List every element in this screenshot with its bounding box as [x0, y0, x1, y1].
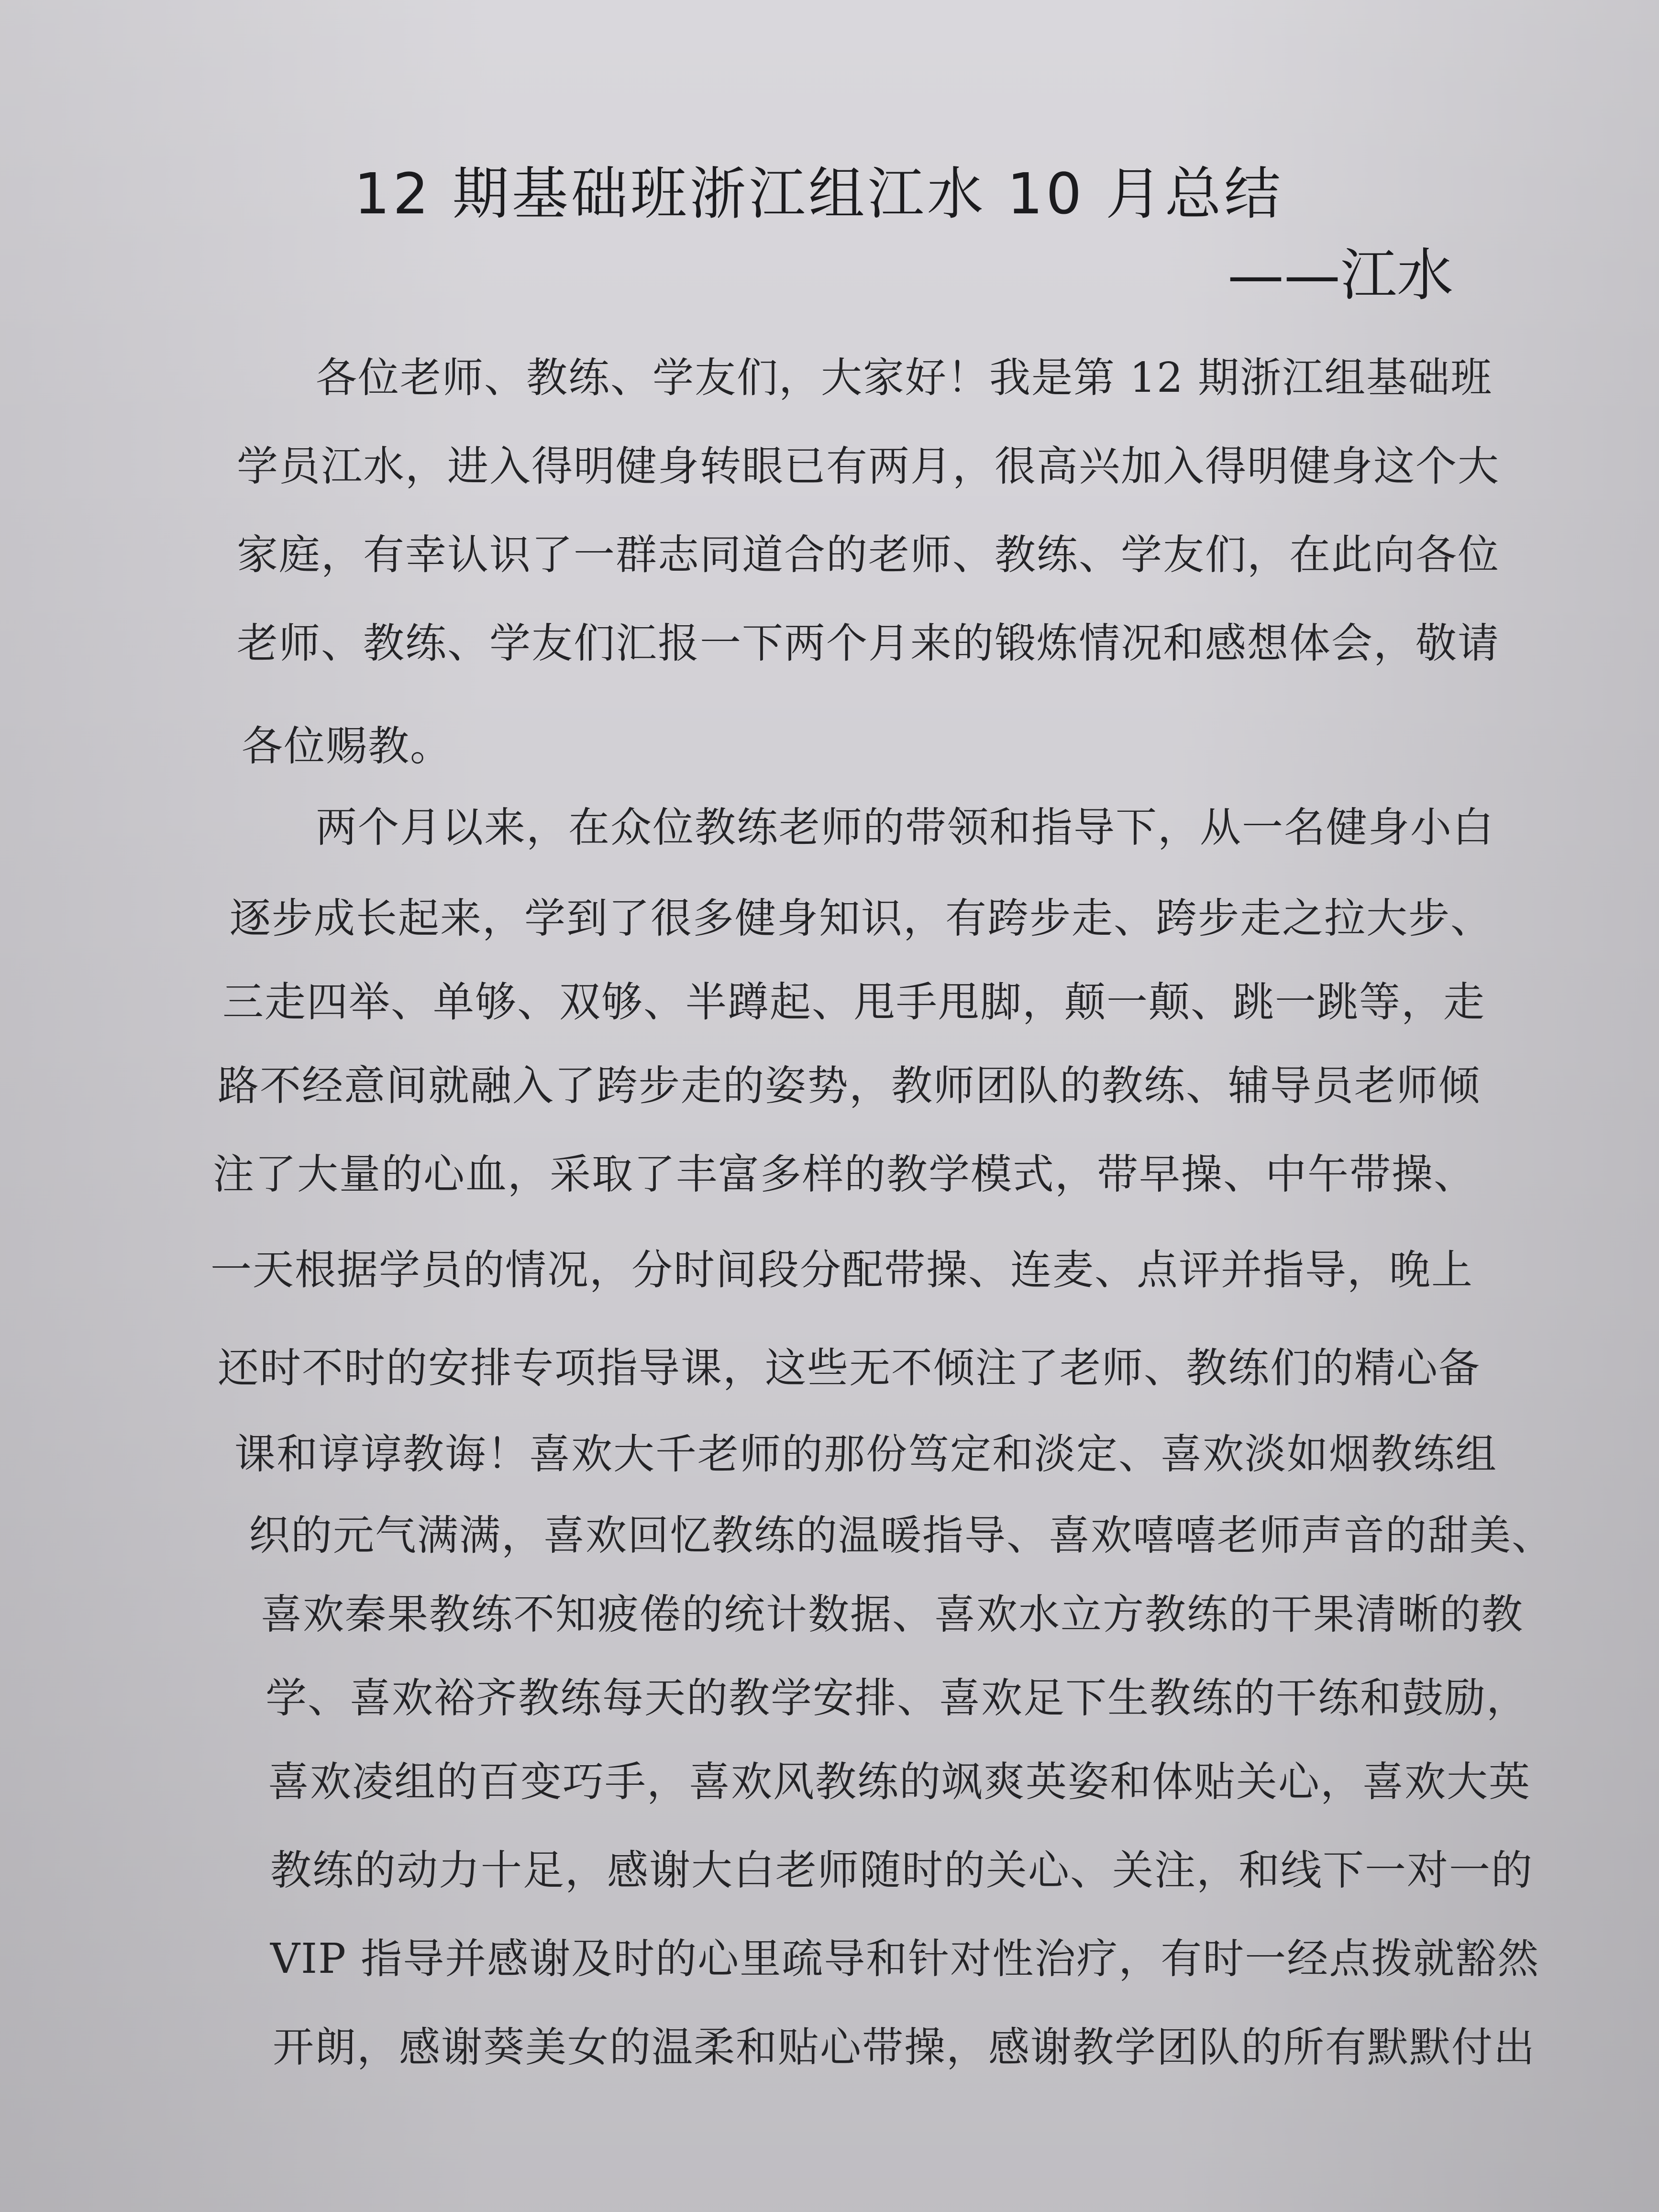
paragraph-line: 织的元气满满，喜欢回忆教练的温暖指导、喜欢嘻嘻老师声音的甜美、 — [249, 1512, 1554, 1559]
paragraph-line: 学、喜欢裕齐教练每天的教学安排、喜欢足下生教练的干练和鼓励， — [265, 1674, 1528, 1722]
document-author: ——江水 — [1227, 242, 1453, 308]
paragraph-line: 三走四举、单够、双够、半蹲起、甩手甩脚，颠一颠、跳一跳等，走 — [222, 978, 1485, 1026]
paragraph-line: 喜欢凌组的百变巧手，喜欢风教练的飒爽英姿和体贴关心，喜欢大英 — [268, 1758, 1531, 1806]
paragraph-line: 各位老师、教练、学友们，大家好！我是第 12 期浙江组基础班 — [316, 354, 1493, 402]
paragraph-line: 课和谆谆教诲！喜欢大千老师的那份笃定和淡定、喜欢淡如烟教练组 — [234, 1430, 1497, 1478]
paragraph-line: 还时不时的安排专项指导课，这些无不倾注了老师、教练们的精心备 — [218, 1344, 1481, 1392]
paragraph-line: 开朗，感谢葵美女的温柔和贴心带操，感谢教学团队的所有默默付出 — [273, 2024, 1536, 2071]
paragraph-line: 两个月以来，在众位教练老师的带领和指导下，从一名健身小白 — [316, 804, 1494, 852]
paragraph-line: 注了大量的心血，采取了丰富多样的教学模式，带早操、中午带操、 — [213, 1150, 1476, 1198]
paragraph-line: 教练的动力十足，感谢大白老师随时的关心、关注，和线下一对一的 — [270, 1847, 1533, 1894]
paragraph-line: 学员江水，进入得明健身转眼已有两月，很高兴加入得明健身这个大 — [237, 442, 1500, 490]
paragraph-line: 逐步成长起来，学到了很多健身知识，有跨步走、跨步走之拉大步、 — [230, 895, 1493, 942]
document-title: 12 期基础班浙江组江水 10 月总结 — [354, 161, 1283, 227]
paragraph-line: 各位赐教。 — [242, 722, 452, 770]
paragraph-line: 一天根据学员的情况，分时间段分配带操、连麦、点评并指导，晚上 — [210, 1246, 1473, 1294]
paragraph-line: 老师、教练、学友们汇报一下两个月来的锻炼情况和感想体会，敬请 — [237, 619, 1500, 667]
paragraph-line: 路不经意间就融入了跨步走的姿势，教师团队的教练、辅导员老师倾 — [218, 1062, 1481, 1110]
paragraph-line: VIP 指导并感谢及时的心里疏导和针对性治疗，有时一经点拨就豁然 — [270, 1935, 1540, 1983]
paragraph-line: 喜欢秦果教练不知疲倦的统计数据、喜欢水立方教练的干果清晰的教 — [261, 1591, 1524, 1638]
paragraph-line: 家庭，有幸认识了一群志同道合的老师、教练、学友们，在此向各位 — [237, 531, 1500, 579]
